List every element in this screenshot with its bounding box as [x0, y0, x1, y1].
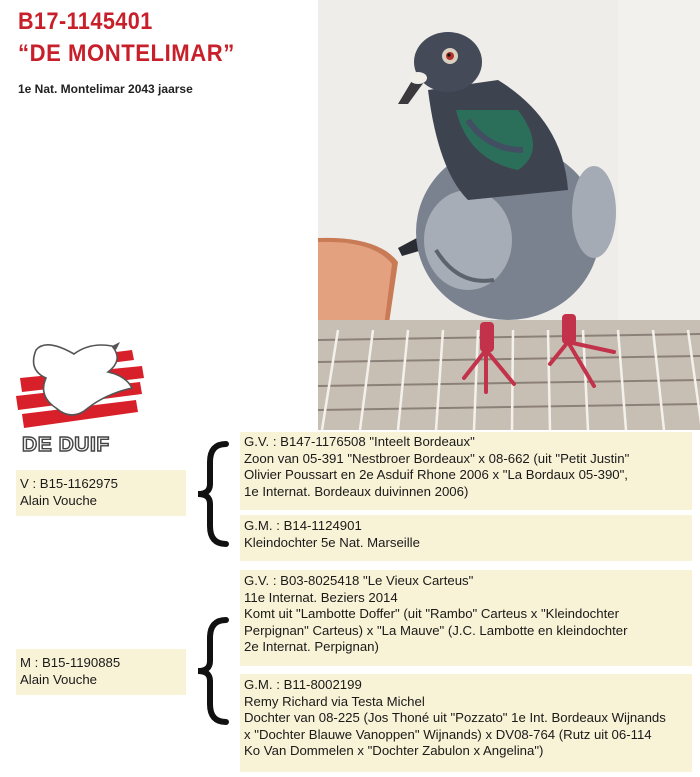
pgf-line: Olivier Poussart en 2e Asduif Rhone 2006 x "La Bordaux 05-390",	[244, 467, 628, 482]
mgf-line: G.V. : B03-8025418 "Le Vieux Carteus"	[244, 573, 474, 588]
father-ring: V : B15-1162975	[20, 476, 119, 491]
mgm-line: G.M. : B11-8002199	[244, 677, 362, 692]
mgm-line: Remy Richard via Testa Michel	[244, 693, 425, 709]
mgf-line: 11e Internat. Beziers 2014	[244, 589, 398, 605]
paternal-grandmother-box	[240, 515, 692, 561]
maternal-grandmother-box	[240, 674, 692, 772]
mother-breeder: Alain Vouche	[20, 671, 97, 687]
mgm-line: Ko Van Dommelen x "Dochter Zabulon x Angelina")	[244, 743, 544, 758]
mgf-line: 2e Internat. Perpignan)	[244, 639, 379, 654]
mother-ring: M : B15-1190885	[20, 655, 121, 670]
mgf-line: Komt uit "Lambotte Doffer" (uit "Rambo" Carteus x "Kleindochter	[244, 606, 619, 621]
pgf-line: G.V. : B147-1176508 "Inteelt Bordeaux"	[244, 434, 475, 449]
father-breeder: Alain Vouche	[20, 492, 97, 508]
mother-brace	[192, 616, 232, 726]
maternal-grandfather-box	[240, 570, 692, 666]
mgm-line: x "Dochter Blauwe Vanoppen" Wijnands) x DV08-764 (Rutz uit 06-114	[244, 726, 652, 742]
pgm-line: Kleindochter 5e Nat. Marseille	[244, 534, 420, 550]
achievement-subtitle: 1e Nat. Montelimar 2043 jaarse	[18, 82, 193, 96]
paternal-grandfather-box	[240, 432, 692, 510]
pigeon-photo	[318, 0, 700, 430]
father-brace	[192, 440, 232, 548]
mother-box	[16, 649, 186, 695]
ring-number: B17-1145401	[18, 8, 153, 35]
mgm-line: Dochter van 08-225 (Jos Thoné uit "Pozzato" 1e Int. Bordeaux Wijnands	[244, 710, 666, 725]
pgm-line: G.M. : B14-1124901	[244, 518, 362, 533]
pigeon-name: “DE MONTELIMAR”	[18, 40, 235, 67]
logo-text: DE DUIF	[22, 434, 110, 456]
mgf-line: Perpignan" Carteus) x "La Mauve" (J.C. Lambotte en kleindochter	[244, 622, 628, 638]
father-box	[16, 470, 186, 516]
pgf-line: 1e Internat. Bordeaux duivinnen 2006)	[244, 483, 469, 499]
pgf-line: Zoon van 05-391 "Nestbroer Bordeaux" x 08-662 (uit "Petit Justin"	[244, 450, 630, 466]
